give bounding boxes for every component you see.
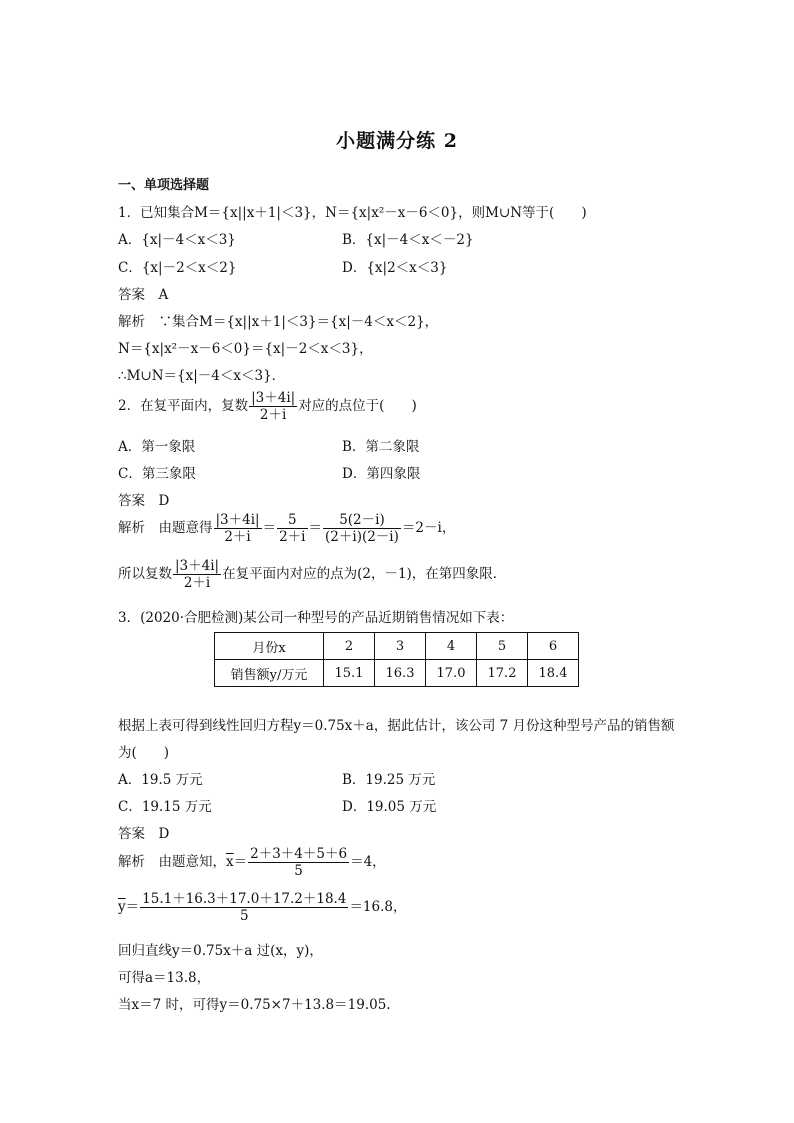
q3-analysis-prefix: 解析 由题意知， <box>118 854 226 870</box>
q2-analysis-suffix: ＝2－i， <box>401 520 456 536</box>
q2-analysis-fraction-1 <box>214 512 262 545</box>
fraction-numerator: 15.1＋16.3＋17.0＋17.2＋18.4 <box>142 891 347 907</box>
fraction-numerator: 5(2－i) <box>323 512 401 529</box>
ybar-result: ＝16.8， <box>349 899 407 915</box>
table-row-label: 月份x <box>215 633 324 660</box>
table-cell: 16.3 <box>375 660 426 687</box>
q2-analysis <box>118 512 455 545</box>
fraction-numerator: 2＋3＋4＋5＋6 <box>250 846 348 862</box>
q2-analysis-prefix: 解析 由题意得 <box>118 520 213 536</box>
q2-option-b: B．第二象限 <box>342 439 420 455</box>
q1-answer: 答案 A <box>118 287 169 303</box>
q3-option-b: B．19.25 万元 <box>342 772 436 788</box>
q3-option-a: A．19.5 万元 <box>118 772 203 788</box>
q1-option-b: B．{x|－4＜x＜－2} <box>342 232 474 248</box>
equals-sign: ＝ <box>262 520 277 536</box>
q3-answer: 答案 D <box>118 826 170 842</box>
q2-option-d: D．第四象限 <box>342 466 421 482</box>
table-cell: 6 <box>528 633 579 660</box>
q1-analysis-line3: ∴M∪N＝{x|－4＜x＜3}． <box>118 368 286 384</box>
q2-conclusion <box>118 558 506 591</box>
table-cell: 5 <box>477 633 528 660</box>
q2-option-c: C．第三象限 <box>118 466 196 482</box>
equals-sign: ＝ <box>125 899 140 915</box>
fraction-denominator: 2＋i <box>183 575 211 591</box>
table-cell: 4 <box>426 633 477 660</box>
q2-analysis-fraction-3 <box>323 512 401 545</box>
x-bar-symbol: $\overline{x}$ <box>226 854 234 870</box>
q1-option-a: A．{x|－4＜x＜3} <box>118 232 236 248</box>
q3-final-line: 当x＝7 时，可得y＝0.75×7＋13.8＝19.05. <box>118 997 391 1013</box>
ybar-fraction <box>140 891 348 924</box>
fraction-numerator: 5 <box>277 512 307 529</box>
fraction-denominator: 2＋i <box>259 407 287 423</box>
q2-stem <box>118 390 417 423</box>
equals-sign: ＝ <box>308 520 323 536</box>
q1-analysis-line2: N＝{x|x²－x－6＜0}＝{x|－2＜x＜3}， <box>118 341 373 357</box>
fraction-denominator: 5 <box>239 908 249 924</box>
table-cell: 17.2 <box>477 660 528 687</box>
q3-text-line2: 为( ) <box>118 745 170 761</box>
page-title: 小题满分练 2 <box>336 130 458 152</box>
q2-conclusion-suffix: 在复平面内对应的点为(2，－1)，在第四象限． <box>222 566 507 582</box>
q2-stem-fraction <box>249 390 297 423</box>
table-cell: 18.4 <box>528 660 579 687</box>
q3-analysis-xbar <box>118 846 386 879</box>
fraction-denominator: 2＋i <box>279 529 306 545</box>
q2-option-a: A．第一象限 <box>118 439 196 455</box>
fraction-numerator: |3＋4i| <box>175 558 220 574</box>
q3-a-value-line: 可得a＝13.8， <box>118 970 211 986</box>
y-bar-symbol: $\overline{y}$ <box>118 899 126 915</box>
table-row-label: 销售额y/万元 <box>215 660 324 687</box>
xbar-fraction <box>248 846 349 879</box>
q1-option-d: D．{x|2＜x＜3} <box>342 260 448 276</box>
table-row <box>215 633 579 660</box>
q3-regression-line: 回归直线y＝0.75x＋a 过(x，y)， <box>118 943 323 959</box>
q2-answer: 答案 D <box>118 493 170 509</box>
table-row <box>215 660 579 687</box>
table-cell: 2 <box>324 633 375 660</box>
q2-analysis-fraction-2 <box>277 512 307 545</box>
fraction-numerator: |3＋4i| <box>215 512 260 528</box>
table-cell: 15.1 <box>324 660 375 687</box>
fraction-denominator: 5 <box>294 863 303 879</box>
sales-table <box>214 632 579 687</box>
q2-stem-after: 对应的点位于( ) <box>298 398 417 414</box>
q3-option-c: C．19.15 万元 <box>118 799 212 815</box>
fraction-denominator: 2＋i <box>224 529 251 545</box>
q2-conclusion-prefix: 所以复数 <box>118 566 172 582</box>
q2-stem-before: 2．在复平面内，复数 <box>118 398 249 414</box>
q3-option-d: D．19.05 万元 <box>342 799 437 815</box>
q1-analysis-line1: 解析 ∵集合M＝{x||x＋1|＜3}＝{x|－4＜x＜2}， <box>118 314 439 330</box>
q1-stem: 1．已知集合M＝{x||x＋1|＜3}，N＝{x|x²－x－6＜0}，则M∪N等于( ) <box>118 205 587 221</box>
fraction-denominator: (2＋i)(2－i) <box>325 529 399 545</box>
q3-stem: 3．(2020·合肥检测)某公司一种型号的产品近期销售情况如下表： <box>118 610 514 626</box>
section-heading: 一、单项选择题 <box>118 178 210 193</box>
q1-option-c: C．{x|－2＜x＜2} <box>118 260 237 276</box>
q3-analysis-ybar <box>118 891 407 924</box>
q2-conclusion-fraction <box>173 558 221 591</box>
q3-text-line1: 根据上表可得到线性回归方程y＝0.75x＋a，据此估计，该公司 7 月份这种型号产品的销售额 <box>118 718 675 734</box>
xbar-result: ＝4， <box>350 854 386 870</box>
equals-sign: ＝ <box>233 854 248 870</box>
table-cell: 3 <box>375 633 426 660</box>
table-cell: 17.0 <box>426 660 477 687</box>
fraction-numerator: |3＋4i| <box>251 390 296 406</box>
